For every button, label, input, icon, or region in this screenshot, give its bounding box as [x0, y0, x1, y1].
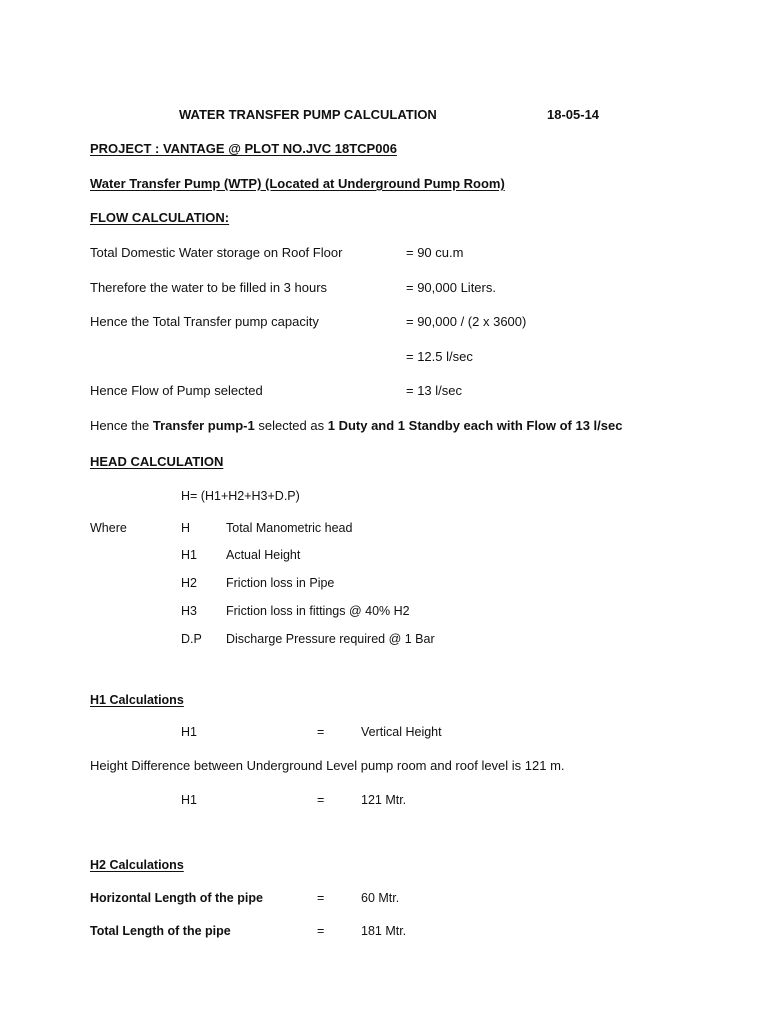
summary-middle: selected as: [254, 418, 328, 433]
term-symbol: H1: [181, 548, 197, 562]
term-symbol: H: [181, 521, 191, 535]
summary-selection: 1 Duty and 1 Standby each with Flow of 13 l/sec: [327, 418, 623, 433]
h1-result-value: 121 Mtr.: [361, 793, 407, 807]
flow-row-value: = 90,000 Liters.: [406, 280, 496, 295]
h2-row-value: 181 Mtr.: [361, 924, 407, 938]
flow-row-value: = 12.5 l/sec: [406, 349, 473, 364]
flow-row-value: = 13 l/sec: [406, 383, 463, 398]
h2-row-value: 60 Mtr.: [361, 891, 400, 905]
h1-result-symbol: H1: [181, 793, 197, 807]
document-date: 18-05-14: [547, 107, 600, 122]
h1-def-equals: =: [317, 725, 325, 739]
term-symbol: D.P: [181, 632, 202, 646]
flow-row-value: = 90,000 / (2 x 3600): [406, 314, 527, 329]
where-label: Where: [90, 521, 127, 535]
h2-row-equals: =: [317, 924, 325, 938]
h1-heading: H1 Calculations: [90, 693, 184, 707]
flow-row-label: Therefore the water to be filled in 3 hours: [90, 280, 328, 295]
h2-heading: H2 Calculations: [90, 858, 184, 872]
h1-def-value: Vertical Height: [361, 725, 442, 739]
flow-row-label: Total Domestic Water storage on Roof Floor: [90, 245, 343, 260]
h2-row-label: Total Length of the pipe: [90, 924, 231, 938]
head-heading: HEAD CALCULATION: [90, 454, 224, 469]
flow-row-label: Hence Flow of Pump selected: [90, 383, 263, 398]
h2-row-label: Horizontal Length of the pipe: [90, 891, 263, 905]
document-title: WATER TRANSFER PUMP CALCULATION: [179, 107, 437, 122]
h2-row-equals: =: [317, 891, 325, 905]
flow-summary: [90, 418, 622, 434]
term-description: Friction loss in fittings @ 40% H2: [226, 604, 410, 618]
h1-def-symbol: H1: [181, 725, 197, 739]
project-line: PROJECT : VANTAGE @ PLOT NO.JVC 18TCP006: [90, 141, 397, 156]
term-description: Friction loss in Pipe: [226, 576, 335, 590]
subtitle: Water Transfer Pump (WTP) (Located at Underground Pump Room): [90, 176, 505, 191]
term-description: Discharge Pressure required @ 1 Bar: [226, 632, 435, 646]
term-symbol: H3: [181, 604, 197, 618]
h1-result-equals: =: [317, 793, 325, 807]
term-description: Actual Height: [226, 548, 301, 562]
summary-prefix: Hence the: [90, 418, 153, 433]
term-symbol: H2: [181, 576, 197, 590]
head-formula: H= (H1+H2+H3+D.P): [181, 489, 300, 503]
flow-heading: FLOW CALCULATION:: [90, 210, 230, 225]
h1-note: Height Difference between Underground Level pump room and roof level is 121 m.: [90, 758, 565, 773]
flow-row-value: = 90 cu.m: [406, 245, 464, 260]
flow-row-label: Hence the Total Transfer pump capacity: [90, 314, 319, 329]
summary-pump: Transfer pump-1: [152, 418, 255, 433]
term-description: Total Manometric head: [226, 521, 353, 535]
